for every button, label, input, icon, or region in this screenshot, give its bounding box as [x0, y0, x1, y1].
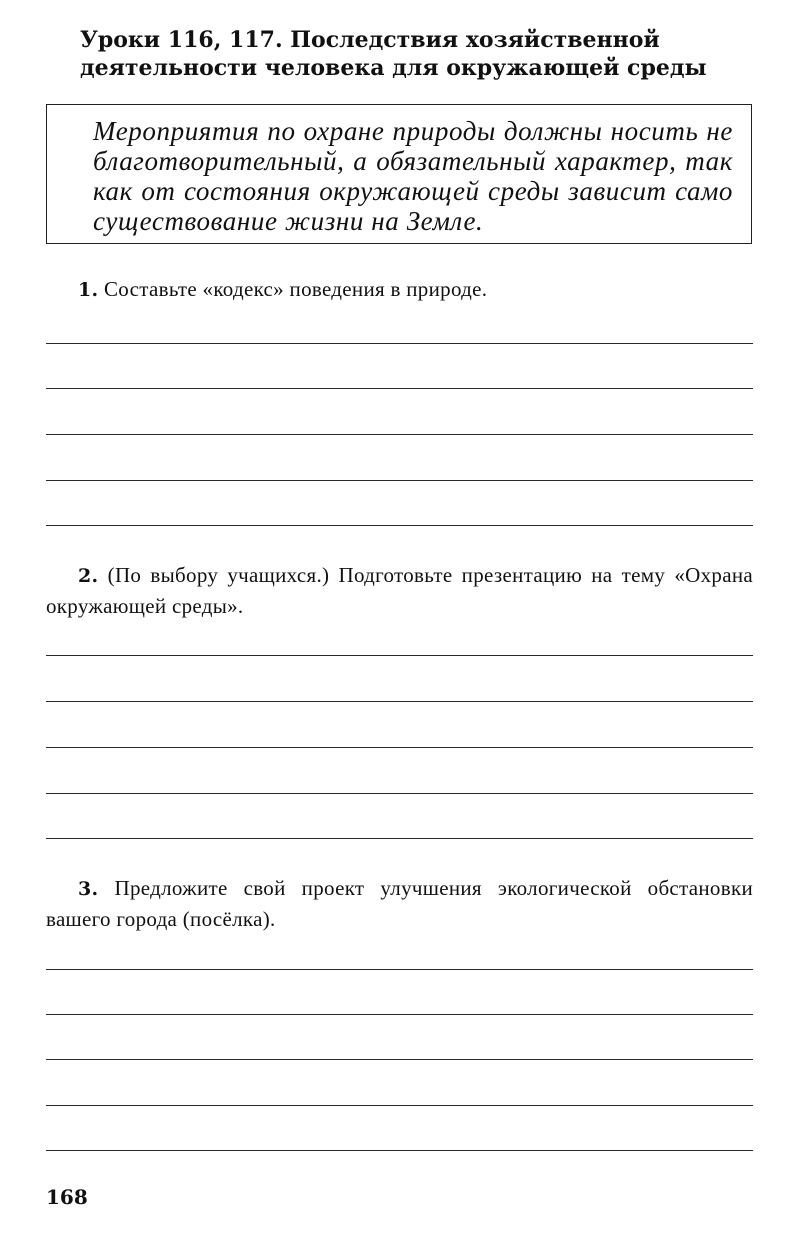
task-1-text: Составьте «кодекс» поведения в природе. [104, 277, 488, 301]
quote-text: Мероприятия по охране природы должны носить не благотворительный, а обязательный характер, так как от состояния окружающей среды зависит само существование жизни на Земле. [93, 116, 733, 236]
answer-line-1-5[interactable] [46, 525, 753, 526]
task-2-text: (По выбору учащихся.) Подготовьте презентацию на тему «Охрана окружающей среды». [46, 563, 753, 618]
task-1 [46, 274, 753, 305]
lesson-title-line-1: Уроки 116, 117. Последствия хозяйственной [80, 27, 660, 53]
lesson-title [80, 26, 760, 82]
answer-line-3-3[interactable] [46, 1059, 753, 1060]
answer-line-2-4[interactable] [46, 793, 753, 794]
answer-line-3-4[interactable] [46, 1105, 753, 1106]
answer-line-1-2[interactable] [46, 388, 753, 389]
task-3-text: Предложите свой проект улучшения экологической обстановки вашего города (посёлка). [46, 876, 753, 931]
answer-line-2-2[interactable] [46, 701, 753, 702]
task-1-number: 1. [78, 279, 99, 301]
page-number: 168 [46, 1185, 88, 1209]
task-3-number: 3. [78, 878, 99, 900]
task-3 [46, 873, 753, 934]
answer-line-2-5[interactable] [46, 838, 753, 839]
answer-line-1-3[interactable] [46, 434, 753, 435]
answer-line-2-1[interactable] [46, 655, 753, 656]
answer-line-3-2[interactable] [46, 1014, 753, 1015]
answer-line-1-1[interactable] [46, 343, 753, 344]
quote-box [46, 104, 752, 244]
task-2 [46, 560, 753, 621]
answer-line-1-4[interactable] [46, 480, 753, 481]
lesson-title-line-2: деятельности человека для окружающей среды [80, 55, 707, 81]
answer-line-2-3[interactable] [46, 747, 753, 748]
task-2-number: 2. [78, 565, 99, 587]
answer-line-3-5[interactable] [46, 1150, 753, 1151]
answer-line-3-1[interactable] [46, 969, 753, 970]
